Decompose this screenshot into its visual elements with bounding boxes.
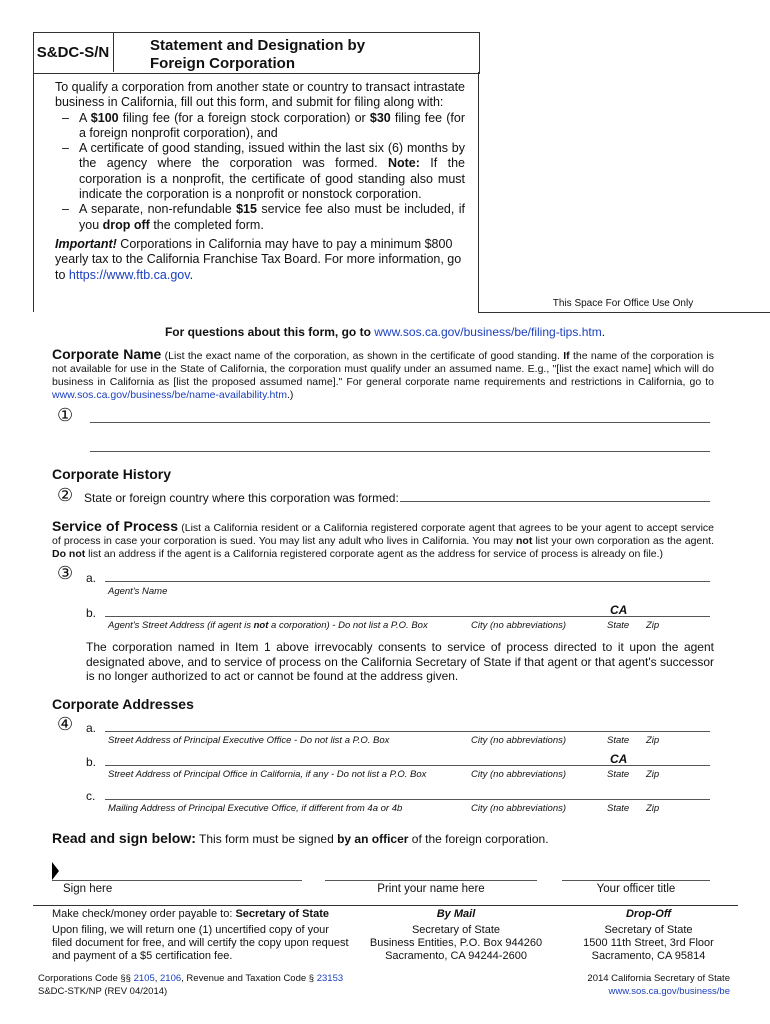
by-mail-block [365,908,547,963]
address-b-state-caption: State [607,769,630,780]
corporate-name-input-2[interactable] [90,451,710,452]
bullet-filing-fee: – A $100 filing fee (for a foreign stock corporation) or $30 filing fee (for a foreign nonprofit corporation), and [55,111,465,142]
form-id: S&DC-S/N [33,32,114,72]
print-name-input[interactable] [325,880,537,881]
sign-heading: Read and sign below: [52,830,196,846]
bullet-service-fee: – A separate, non-refundable $15 service fee also must be included, if you drop off the completed form. [55,202,465,233]
drop-off-line1: Secretary of State [604,924,693,936]
drop-off-line3: Sacramento, CA 95814 [591,950,706,962]
form-revision: S&DC-STK/NP (REV 04/2014) [38,986,168,997]
code-references: Corporations Code §§ 2105, 2106, Revenue and Taxation Code § 23153 [38,973,344,984]
item-4a-label: a. [86,721,97,735]
office-use-box [478,72,770,313]
form-title [150,37,365,73]
sign-here-label: Sign here [63,883,113,895]
consent-statement: The corporation named in Item 1 above irrevocably consents to service of process directed to it upon the agent designated above, and to service of process on the California Secretary of State if that agent or that agent's successor is no longer authorized to act or cannot be found at the address given. [86,640,714,683]
corporate-name-heading: Corporate Name [52,346,162,362]
item-4-marker: ④ [57,714,74,734]
ftb-link[interactable]: https://www.ftb.ca.gov [68,267,190,282]
address-c-city-caption: City (no abbreviations) [471,803,567,814]
corporate-name-input-1[interactable] [90,422,710,423]
print-name-label: Print your name here [377,883,485,895]
agent-zip-caption: Zip [646,620,660,631]
item-1-marker: ① [57,405,74,425]
mailing-address-input[interactable] [105,799,710,800]
copyright: 2014 California Secretary of State [587,973,730,984]
questions-line: For questions about this form, go to www.sos.ca.gov/business/be/filing-tips.htm. [164,325,606,339]
bullet-good-standing: – A certificate of good standing, issued within the last six (6) months by the agency where the corporation was formed. Note: If the corporation is a nonprofit, the certificate of good standing also must indicate the corporation is a nonprofit or nonstock corporation. [55,141,465,202]
officer-title-input[interactable] [562,880,710,881]
code-2105-link[interactable]: 2105 [133,973,155,984]
upon-filing-text: Upon filing, we will return one (1) uncertified copy of your filed document for free, and will certify the copy upon request and payment of a $5 certification fee. [52,924,349,962]
agent-address-input[interactable] [105,616,710,617]
corporate-name-section: Corporate Name (List the exact name of the corporation, as shown in the certificate of good standing. If the name of the corporation is not available for use in the State of California, the corporation must qualify under an assumed name. E.g., "[list the exact name] which will do business in California as [list the proposed assumed name]." For general corporate name requirements and restrictions in California, go to www.sos.ca.gov/business/be/name-availability.htm.) [52,346,714,401]
intro-instructions [55,80,465,283]
address-b-zip-caption: Zip [646,769,660,780]
agent-name-input[interactable] [105,581,710,582]
footer-website-link[interactable]: www.sos.ca.gov/business/be [608,986,730,997]
payable-line: Make check/money order payable to: Secretary of State [52,908,329,920]
corporate-addresses-heading: Corporate Addresses [52,696,194,712]
code-23153-link[interactable]: 23153 [316,973,344,984]
principal-executive-caption: Street Address of Principal Executive Office - Do not list a P.O. Box [108,735,390,746]
item-3-marker: ③ [57,563,74,583]
by-mail-line2: Business Entities, P.O. Box 944260 [369,937,543,949]
agent-name-caption: Agent's Name [108,586,168,597]
bottom-divider [33,905,738,906]
drop-off-heading: Drop-Off [625,908,671,920]
signature-input[interactable] [52,880,302,881]
corporate-history-heading: Corporate History [52,466,172,482]
filing-tips-link[interactable]: www.sos.ca.gov/business/be/filing-tips.htm [374,325,602,339]
address-b-city-caption: City (no abbreviations) [471,769,567,780]
by-mail-line3: Sacramento, CA 94244-2600 [385,950,527,962]
address-c-zip-caption: Zip [646,803,660,814]
principal-office-california-input[interactable] [105,765,710,766]
agent-state-caption: State [607,620,630,631]
principal-office-california-caption: Street Address of Principal Office in California, if any - Do not list a P.O. Box [108,769,427,780]
office-use-label: This Space For Office Use Only [552,298,694,309]
address-a-zip-caption: Zip [646,735,660,746]
item-2-marker: ② [57,485,74,505]
drop-off-line2: 1500 11th Street, 3rd Floor [583,937,714,949]
service-of-process-section: Service of Process (List a California resident or a California registered corporate agent that agrees to be your agent to accept service of process in case your corporation is sued. You may list any adult who lives in California. You may not list your own corporation as the agent. Do not list an address if the agent is a California registered corporate agent as the address for service of process is already on file.) [52,518,715,560]
code-2106-link[interactable]: 2106 [160,973,182,984]
intro-lead: To qualify a corporation from another state or country to transact intrastate business in California, fill out this form, and submit for filing along with: [55,80,465,110]
form-title-line2: Foreign Corporation [150,55,295,72]
sign-arrow-icon [52,862,59,880]
item-4c-label: c. [86,789,96,803]
form-title-line1: Statement and Designation by [150,37,366,54]
item-4b-label: b. [86,755,97,769]
address-c-state-caption: State [607,803,630,814]
left-border [33,72,34,312]
agent-state-value: CA [610,603,628,617]
principal-executive-address-input[interactable] [105,731,710,732]
agent-address-caption: Agent's Street Address (if agent is not a corporation) - Do not list a P.O. Box [108,620,428,631]
name-availability-link[interactable]: www.sos.ca.gov/business/be/name-availability.htm [52,389,287,401]
agent-city-caption: City (no abbreviations) [471,620,567,631]
formation-state-label: State or foreign country where this corporation was formed: [84,491,399,505]
address-a-city-caption: City (no abbreviations) [471,735,567,746]
address-a-state-caption: State [607,735,630,746]
item-3b-label: b. [86,606,97,620]
by-mail-line1: Secretary of State [411,924,501,936]
by-mail-heading: By Mail [436,908,476,920]
service-of-process-heading: Service of Process [52,518,178,534]
item-3a-label: a. [86,571,97,585]
formation-state-input[interactable] [400,501,710,502]
mailing-address-caption: Mailing Address of Principal Executive Office, if different from 4a or 4b [108,803,403,814]
important-note: Important! Corporations in California may have to pay a minimum $800 yearly tax to the California Franchise Tax Board. For more information, go to https://www.ftb.ca.gov. [55,236,462,282]
drop-off-block [565,908,732,963]
address-b-state-value: CA [610,752,628,766]
officer-title-label: Your officer title [596,883,676,895]
sign-instruction: Read and sign below: This form must be signed by an officer of the foreign corporation. [52,830,549,846]
